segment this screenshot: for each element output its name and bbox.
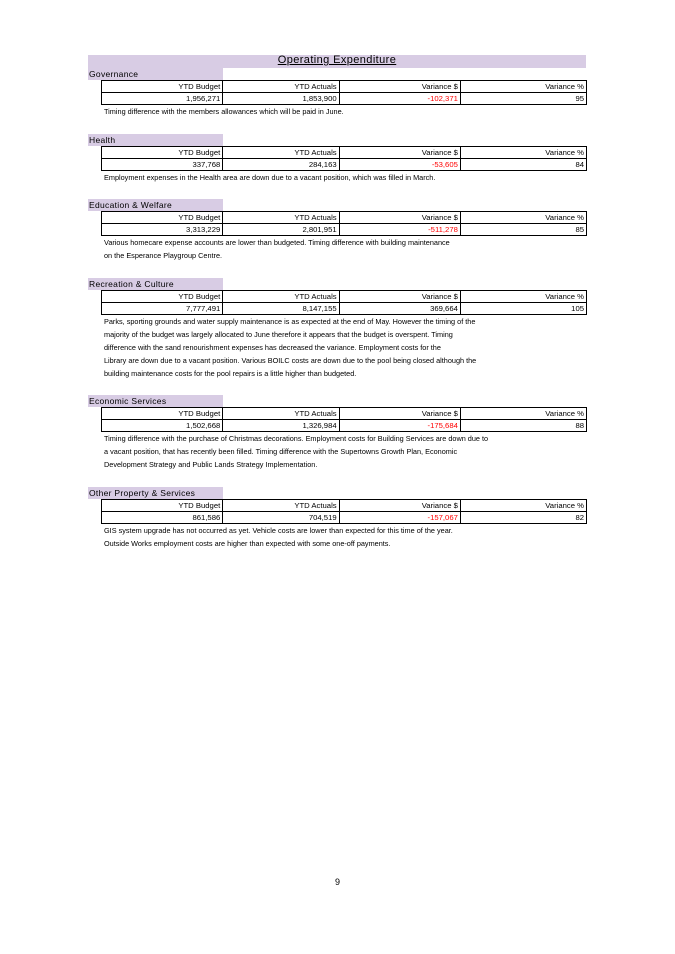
section-commentary (104, 525, 587, 551)
commentary-line: a vacant position, that has recently been filled. Timing difference with the Supertowns Growth Plan, Economic (104, 446, 458, 456)
variance-percent-cell: 105 (460, 303, 586, 315)
section-commentary (104, 433, 587, 472)
variance-table (101, 211, 587, 236)
table-header-row (102, 291, 587, 303)
variance-amount-cell: -157,067 (339, 512, 460, 524)
ytd-actuals-cell: 1,853,900 (223, 93, 339, 105)
column-header: YTD Budget (102, 291, 223, 303)
commentary-line: Employment expenses in the Health area are down due to a vacant position, which was filled in March. (104, 173, 436, 182)
page-title: Operating Expenditure (277, 54, 397, 66)
column-header: Variance $ (339, 81, 460, 93)
column-header: YTD Actuals (223, 147, 339, 159)
table-row (102, 303, 587, 315)
ytd-budget-cell: 7,777,491 (102, 303, 223, 315)
column-header: Variance % (460, 500, 586, 512)
commentary-line: majority of the budget was largely allocated to June therefore it appears that the budget is overspent. Timing (104, 329, 453, 339)
commentary-line: Development Strategy and Public Lands Strategy Implementation. (104, 459, 318, 469)
page-number: 9 (334, 877, 340, 887)
table-header-row (102, 500, 587, 512)
column-header: YTD Actuals (223, 212, 339, 224)
variance-amount-cell: -175,684 (339, 420, 460, 432)
variance-percent-cell: 82 (460, 512, 586, 524)
ytd-budget-cell: 861,586 (102, 512, 223, 524)
variance-amount-cell: -102,371 (339, 93, 460, 105)
ytd-budget-cell: 337,768 (102, 159, 223, 171)
variance-table (101, 290, 587, 315)
commentary-line: on the Esperance Playgroup Centre. (104, 250, 223, 260)
table-row (102, 159, 587, 171)
column-header: YTD Budget (102, 500, 223, 512)
table-row (102, 93, 587, 105)
section (88, 199, 587, 263)
variance-percent-cell: 95 (460, 93, 586, 105)
commentary-line: Timing difference with the members allowances which will be paid in June. (104, 107, 344, 116)
variance-table (101, 499, 587, 524)
column-header: Variance % (460, 291, 586, 303)
section-commentary (104, 316, 587, 381)
commentary-line: difference with the sand renourishment expenses has decreased the variance. Employment costs for the (104, 342, 441, 352)
ytd-actuals-cell: 8,147,155 (223, 303, 339, 315)
section-heading: Economic Services (88, 395, 223, 407)
column-header: YTD Budget (102, 147, 223, 159)
variance-percent-cell: 88 (460, 420, 586, 432)
section (88, 68, 587, 119)
section-heading: Recreation & Culture (88, 278, 223, 290)
section-commentary (104, 172, 587, 185)
column-header: YTD Budget (102, 81, 223, 93)
variance-table (101, 80, 587, 105)
column-header: YTD Actuals (223, 408, 339, 420)
variance-amount-cell: -511,278 (339, 224, 460, 236)
ytd-budget-cell: 1,502,668 (102, 420, 223, 432)
table-row (102, 224, 587, 236)
column-header: YTD Actuals (223, 81, 339, 93)
ytd-budget-cell: 3,313,229 (102, 224, 223, 236)
commentary-line: Various homecare expense accounts are lower than budgeted. Timing difference with building maintenance (104, 238, 450, 247)
variance-table (101, 146, 587, 171)
ytd-actuals-cell: 284,163 (223, 159, 339, 171)
variance-percent-cell: 84 (460, 159, 586, 171)
column-header: Variance $ (339, 147, 460, 159)
section (88, 395, 587, 472)
section-heading: Governance (88, 68, 223, 80)
table-row (102, 512, 587, 524)
table-header-row (102, 408, 587, 420)
ytd-actuals-cell: 704,519 (223, 512, 339, 524)
variance-table (101, 407, 587, 432)
ytd-actuals-cell: 2,801,951 (223, 224, 339, 236)
section (88, 134, 587, 185)
column-header: Variance % (460, 81, 586, 93)
table-header-row (102, 147, 587, 159)
column-header: Variance $ (339, 212, 460, 224)
ytd-budget-cell: 1,956,271 (102, 93, 223, 105)
column-header: YTD Actuals (223, 500, 339, 512)
column-header: Variance $ (339, 291, 460, 303)
commentary-line: Parks, sporting grounds and water supply maintenance is as expected at the end of May. However the timing of the (104, 317, 476, 326)
column-header: YTD Actuals (223, 291, 339, 303)
variance-amount-cell: -53,605 (339, 159, 460, 171)
section-heading: Education & Welfare (88, 199, 223, 211)
commentary-line: GIS system upgrade has not occurred as yet. Vehicle costs are lower than expected for this time of the year. (104, 526, 453, 535)
section-heading: Other Property & Services (88, 487, 223, 499)
variance-percent-cell: 85 (460, 224, 586, 236)
commentary-line: Timing difference with the purchase of Christmas decorations. Employment costs for Building Services are down due to (104, 434, 489, 443)
table-row (102, 420, 587, 432)
section (88, 487, 587, 551)
page-title-bar (88, 55, 586, 68)
column-header: Variance % (460, 212, 586, 224)
column-header: Variance % (460, 147, 586, 159)
column-header: YTD Budget (102, 212, 223, 224)
table-header-row (102, 81, 587, 93)
variance-amount-cell: 369,664 (339, 303, 460, 315)
table-header-row (102, 212, 587, 224)
section-heading: Health (88, 134, 223, 146)
section (88, 278, 587, 381)
column-header: Variance $ (339, 500, 460, 512)
ytd-actuals-cell: 1,326,984 (223, 420, 339, 432)
section-commentary (104, 106, 587, 119)
commentary-line: building maintenance costs for the pool repairs is a little higher than budgeted. (104, 368, 357, 378)
column-header: YTD Budget (102, 408, 223, 420)
commentary-line: Library are down due to a vacant position. Various BOILC costs are down due to the pool being closed although the (104, 355, 477, 365)
section-commentary (104, 237, 587, 263)
column-header: Variance % (460, 408, 586, 420)
commentary-line: Outside Works employment costs are higher than expected with some one-off payments. (104, 538, 391, 548)
column-header: Variance $ (339, 408, 460, 420)
